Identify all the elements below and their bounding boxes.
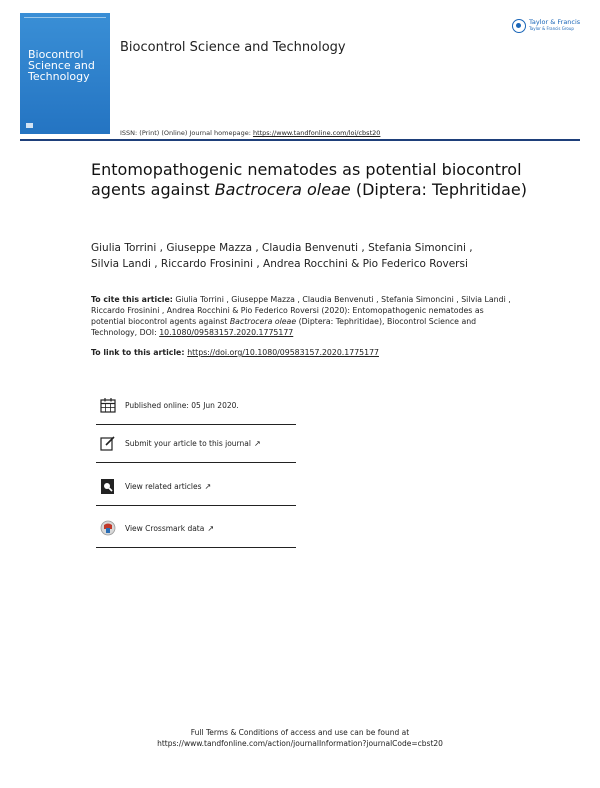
divider — [96, 547, 296, 548]
issn-prefix: ISSN: (Print) (Online) Journal homepage: — [120, 129, 253, 137]
citation-block — [91, 294, 511, 338]
journal-cover — [20, 13, 110, 134]
article-title-suffix: (Diptera: Tephritidae) — [350, 180, 527, 199]
publisher-logo-text: Taylor & Francis — [529, 18, 581, 26]
article-link-line — [91, 348, 379, 357]
crossmark-icon — [100, 520, 116, 536]
submit-label: Submit your article to this journal — [125, 439, 251, 448]
divider — [96, 462, 296, 463]
cover-top-line — [24, 17, 106, 24]
submit-row[interactable] — [96, 435, 296, 475]
link-label: To link to this article: — [91, 348, 188, 357]
footer-line-1: Full Terms & Conditions of access and use can be found at — [190, 728, 410, 737]
footer-terms — [0, 727, 600, 749]
publisher-logo-subtext: Taylor & Francis Group — [529, 26, 574, 31]
related-articles-icon — [100, 478, 116, 494]
calendar-icon — [100, 397, 116, 413]
citation-italic: Bactrocera oleae — [229, 317, 297, 326]
authors-line-1: Giulia Torrini , Giuseppe Mazza , Claudia Benvenuti , Stefania Simoncini , — [91, 242, 473, 254]
divider — [96, 505, 296, 506]
crossmark-link[interactable] — [125, 524, 214, 533]
header-divider — [20, 139, 580, 141]
external-link-icon: ↗ — [253, 439, 261, 448]
submit-link[interactable] — [125, 439, 261, 448]
doi-link[interactable]: 10.1080/09583157.2020.1775177 — [159, 328, 294, 337]
publisher-logo[interactable] — [512, 18, 582, 36]
footer-url[interactable]: https://www.tandfonline.com/action/journalInformation?journalCode=cbst20 — [157, 739, 443, 748]
divider — [96, 424, 296, 425]
crossmark-label: View Crossmark data — [125, 524, 205, 533]
article-title-text: Entomopathogenic nematodes as potential biocontrol agents against — [91, 160, 522, 199]
citation-label: To cite this article: — [91, 295, 173, 304]
cover-publisher-mark — [26, 123, 33, 128]
journal-title[interactable]: Biocontrol Science and Technology — [120, 40, 346, 55]
crossmark-row[interactable] — [96, 520, 296, 560]
external-link-icon: ↗ — [207, 524, 215, 533]
author-list — [91, 240, 531, 272]
article-title — [91, 160, 531, 200]
edit-icon — [100, 435, 116, 451]
cover-title: Biocontrol Science and Technology — [28, 48, 95, 83]
related-label: View related articles — [125, 482, 202, 491]
authors-line-2: Silvia Landi , Riccardo Frosinini , Andrea Rocchini & Pio Federico Roversi — [91, 258, 468, 270]
external-link-icon: ↗ — [204, 482, 212, 491]
journal-homepage-link[interactable]: https://www.tandfonline.com/loi/cbst20 — [252, 129, 381, 137]
related-link[interactable] — [125, 482, 211, 491]
publisher-logo-icon — [512, 19, 526, 33]
citation-text: Giulia Torrini , Giuseppe Mazza , Claudia Benvenuti , Stefania Simoncini , Silvia Landi , Riccardo Frosinini , Andrea Rocchini & Pio Federico Roversi (2020): Entomopathogenic nematodes as potential biocontrol agents against — [91, 295, 511, 326]
article-doi-url[interactable]: https://doi.org/10.1080/09583157.2020.1775177 — [187, 348, 379, 357]
published-date: Published online: 05 Jun 2020. — [125, 401, 239, 410]
published-row — [96, 397, 296, 437]
citation-text-2: (Diptera: Tephritidae), Biocontrol Science and Technology, DOI: — [91, 317, 477, 337]
related-row[interactable] — [96, 478, 296, 518]
issn-line — [120, 129, 380, 137]
article-title-italic: Bactrocera oleae — [214, 180, 351, 199]
